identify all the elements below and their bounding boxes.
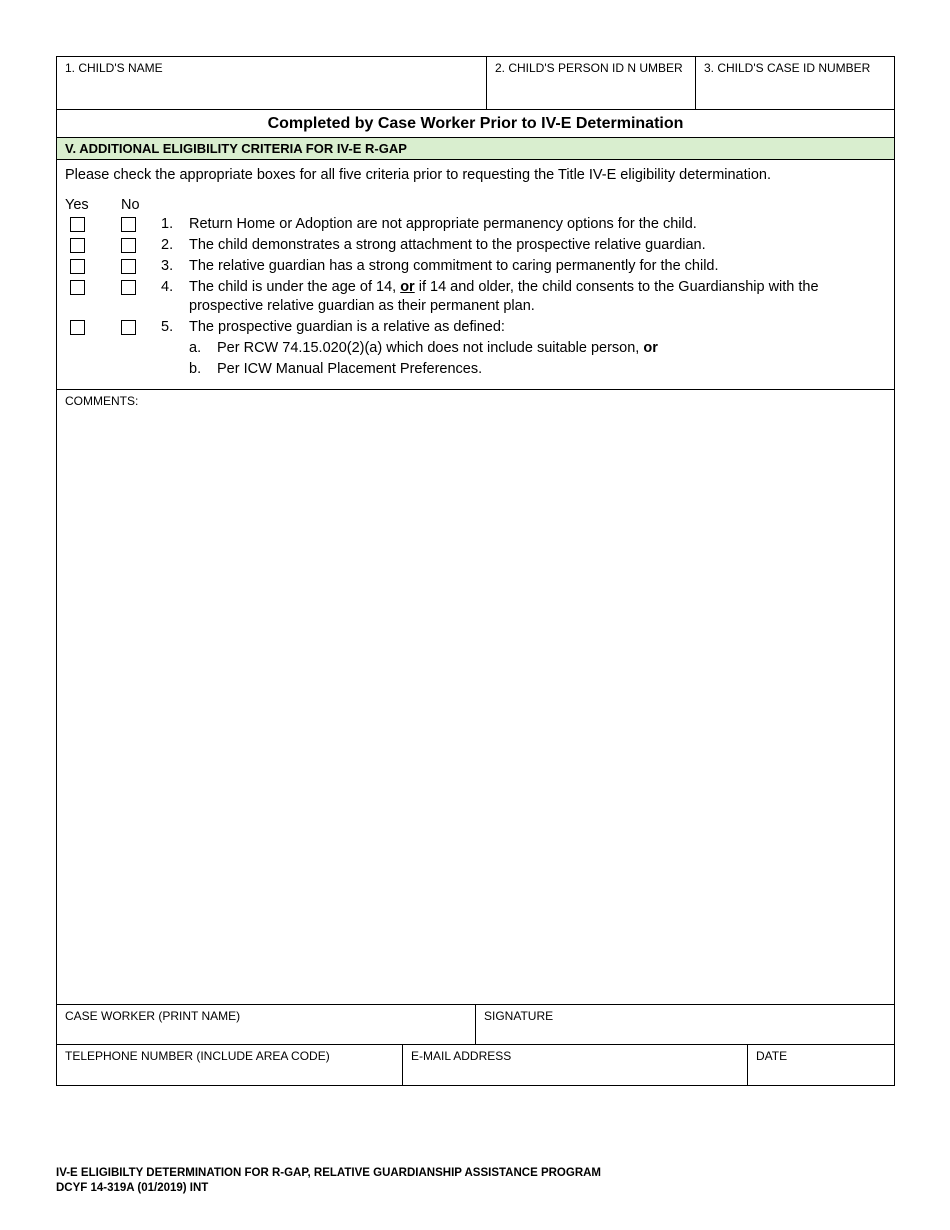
criterion-4-no-checkbox[interactable] xyxy=(121,280,136,295)
child-info-row xyxy=(57,57,894,110)
case-worker-label: CASE WORKER (PRINT NAME) xyxy=(65,1009,241,1023)
title-text: Completed by Case Worker Prior to IV-E Determination xyxy=(267,114,684,132)
yes-no-header xyxy=(65,196,886,215)
signature-label: SIGNATURE xyxy=(484,1009,554,1023)
case-id-label: 3. CHILD'S CASE ID NUMBER xyxy=(704,61,871,75)
criterion-1-yes-checkbox[interactable] xyxy=(70,217,85,232)
date-field[interactable] xyxy=(748,1045,894,1085)
signature-row xyxy=(57,1005,894,1045)
criterion-number: 1. xyxy=(161,216,174,232)
yes-column-label: Yes xyxy=(65,197,89,213)
contact-row xyxy=(57,1045,894,1085)
criterion-text: The child is under the age of 14, or if 14 and older, the child consents to the Guardianship with the prospective relative guardian as their permanent plan. xyxy=(189,279,819,314)
comments-label: COMMENTS: xyxy=(65,394,139,408)
comments-field[interactable] xyxy=(57,390,894,1005)
form-footer xyxy=(56,1166,601,1196)
childs-name-label: 1. CHILD'S NAME xyxy=(65,61,163,75)
sub-item-b xyxy=(65,360,886,381)
sub-item-text: Per RCW 74.15.020(2)(a) which does not include suitable person, or xyxy=(217,340,658,356)
criterion-4-yes-checkbox[interactable] xyxy=(70,280,85,295)
criterion-number: 3. xyxy=(161,258,174,274)
case-id-field[interactable] xyxy=(696,57,894,109)
no-column-label: No xyxy=(121,197,140,213)
criterion-3-no-checkbox[interactable] xyxy=(121,259,136,274)
form-number: DCYF 14-319A (01/2019) INT xyxy=(56,1182,209,1194)
criterion-1 xyxy=(65,215,886,236)
criterion-number: 4. xyxy=(161,279,174,295)
criterion-2-no-checkbox[interactable] xyxy=(121,238,136,253)
criterion-number: 5. xyxy=(161,319,174,335)
criterion-text: The child demonstrates a strong attachment to the prospective relative guardian. xyxy=(189,237,706,253)
sub-item-letter: a. xyxy=(189,340,202,356)
section-title xyxy=(57,110,894,138)
email-field[interactable] xyxy=(403,1045,748,1085)
criterion-2 xyxy=(65,236,886,257)
criteria-block xyxy=(57,160,894,390)
instructions-text: Please check the appropriate boxes for all five criteria prior to requesting the Title IV-E eligibility determination. xyxy=(65,167,772,183)
sub-item-letter: b. xyxy=(189,361,202,377)
criterion-2-yes-checkbox[interactable] xyxy=(70,238,85,253)
person-id-field[interactable] xyxy=(487,57,696,109)
sub-item-a xyxy=(65,339,886,360)
section-heading-text: V. ADDITIONAL ELIGIBILITY CRITERIA FOR IV-E R-GAP xyxy=(65,141,407,156)
telephone-field[interactable] xyxy=(57,1045,403,1085)
criterion-1-no-checkbox[interactable] xyxy=(121,217,136,232)
criterion-3-yes-checkbox[interactable] xyxy=(70,259,85,274)
date-label: DATE xyxy=(756,1049,788,1063)
telephone-label: TELEPHONE NUMBER (INCLUDE AREA CODE) xyxy=(65,1049,330,1063)
sub-item-text: Per ICW Manual Placement Preferences. xyxy=(217,361,483,377)
criterion-text: Return Home or Adoption are not appropriate permanency options for the child. xyxy=(189,216,697,232)
section-heading xyxy=(57,138,894,160)
criterion-text: The prospective guardian is a relative as defined: xyxy=(189,319,505,335)
criterion-number: 2. xyxy=(161,237,174,253)
childs-name-field[interactable] xyxy=(57,57,487,109)
criterion-5-no-checkbox[interactable] xyxy=(121,320,136,335)
criterion-5 xyxy=(65,318,886,339)
criterion-4 xyxy=(65,278,886,316)
form-title: IV-E ELIGIBILTY DETERMINATION FOR R-GAP, RELATIVE GUARDIANSHIP ASSISTANCE PROGRAM xyxy=(56,1167,602,1179)
signature-field[interactable] xyxy=(476,1005,894,1044)
email-label: E-MAIL ADDRESS xyxy=(411,1049,512,1063)
person-id-label: 2. CHILD'S PERSON ID N UMBER xyxy=(495,61,683,75)
eligibility-form xyxy=(56,56,895,1086)
criterion-3 xyxy=(65,257,886,278)
case-worker-name-field[interactable] xyxy=(57,1005,476,1044)
criterion-text: The relative guardian has a strong commitment to caring permanently for the child. xyxy=(189,258,719,274)
criterion-5-yes-checkbox[interactable] xyxy=(70,320,85,335)
